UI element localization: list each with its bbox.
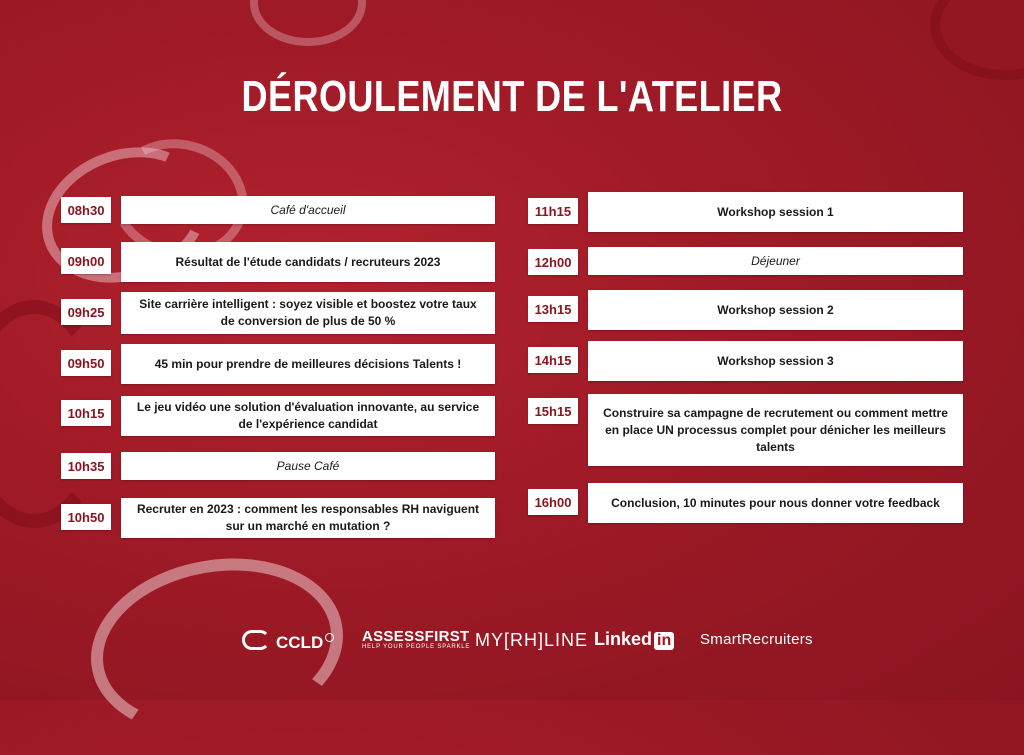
ribbon-decoration — [250, 0, 366, 46]
schedule-time: 08h30 — [61, 197, 111, 223]
schedule-time: 10h15 — [61, 400, 111, 426]
schedule-time: 13h15 — [528, 296, 578, 322]
schedule-item: Résultat de l'étude candidats / recruteurs 2023 — [121, 242, 495, 282]
schedule-time: 11h15 — [528, 198, 578, 224]
schedule-time: 09h50 — [61, 350, 111, 376]
schedule-item: 45 min pour prendre de meilleures décisions Talents ! — [121, 344, 495, 384]
smartrecruiters-logo: SmartRecruiters — [700, 631, 813, 648]
ccld-mark-icon — [242, 630, 270, 650]
schedule-item: Café d'accueil — [121, 196, 495, 224]
ccld-ring-icon — [325, 633, 334, 642]
schedule-item: Conclusion, 10 minutes pour nous donner votre feedback — [588, 483, 963, 523]
schedule-time: 12h00 — [528, 249, 578, 275]
schedule-item: Déjeuner — [588, 247, 963, 275]
linkedin-logo: Linked in — [594, 629, 674, 650]
ribbon-decoration — [930, 0, 1024, 80]
schedule-item: Le jeu vidéo une solution d'évaluation innovante, au service de l'expérience candidat — [121, 396, 495, 436]
schedule-time: 16h00 — [528, 489, 578, 515]
schedule-item: Site carrière intelligent : soyez visible et boostez votre taux de conversion de plus de 50 % — [121, 292, 495, 334]
schedule-time: 10h35 — [61, 453, 111, 479]
partner-logos — [0, 626, 1024, 656]
schedule-time: 15h15 — [528, 398, 578, 424]
page-title: DÉROULEMENT DE L'ATELIER — [241, 72, 783, 121]
schedule-item: Pause Café — [121, 452, 495, 480]
assessfirst-logo: ASSESSFIRST HELP YOUR PEOPLE SPARKLE — [362, 628, 471, 650]
schedule-time: 09h25 — [61, 299, 111, 325]
schedule-item: Workshop session 2 — [588, 290, 963, 330]
schedule-time: 10h50 — [61, 504, 111, 530]
ccld-logo: CCLD — [242, 630, 334, 653]
schedule-item: Workshop session 1 — [588, 192, 963, 232]
schedule-time: 09h00 — [61, 248, 111, 274]
myrhline-logo: MY[RH]LINE — [475, 630, 589, 650]
schedule-item: Recruter en 2023 : comment les responsables RH naviguent sur un marché en mutation ? — [121, 498, 495, 538]
schedule-item: Construire sa campagne de recrutement ou comment mettre en place UN processus complet pour dénicher les meilleurs talents — [588, 394, 963, 466]
schedule-item: Workshop session 3 — [588, 341, 963, 381]
schedule-time: 14h15 — [528, 347, 578, 373]
